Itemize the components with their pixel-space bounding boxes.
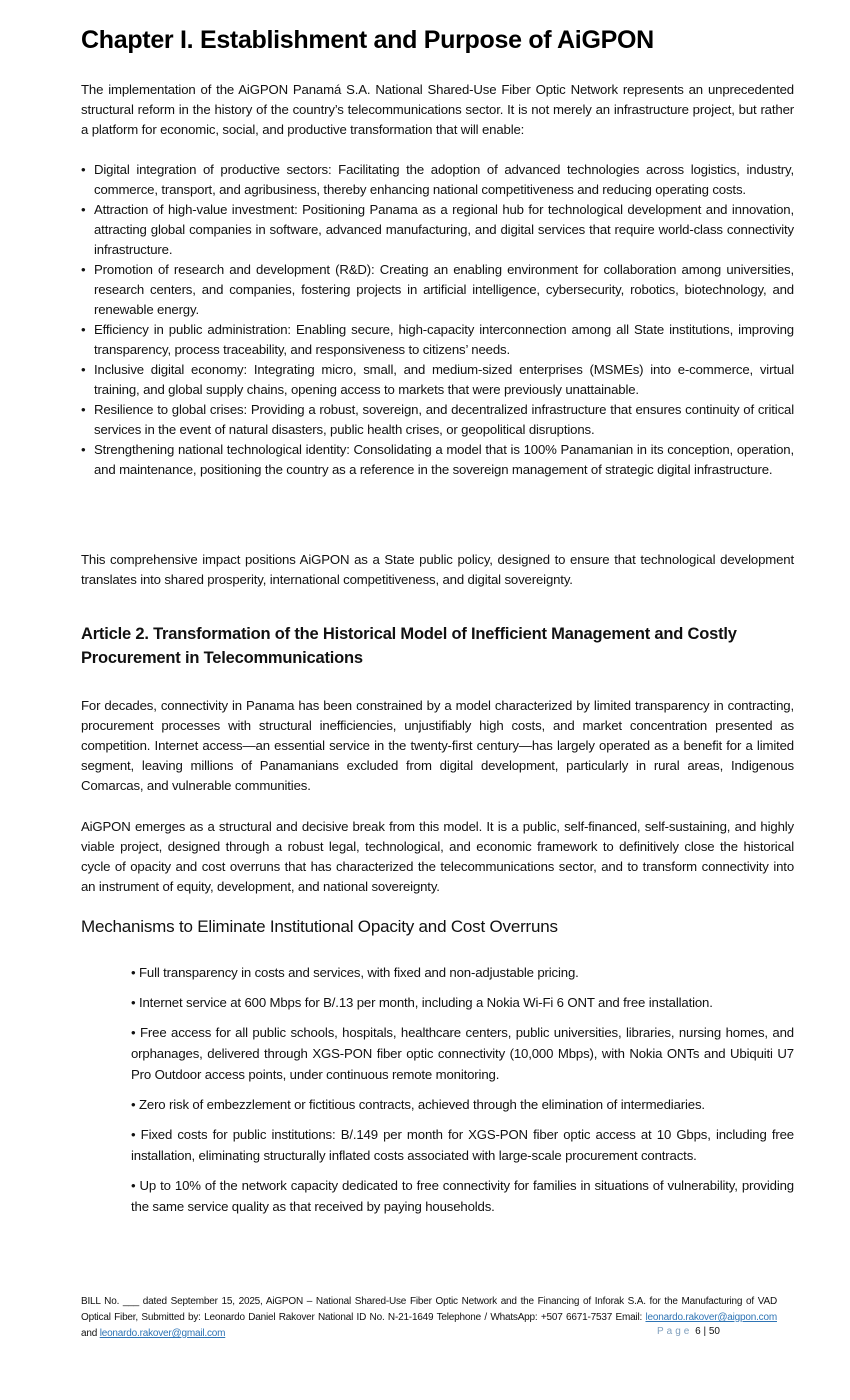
list-item: • Zero risk of embezzlement or fictitious contracts, achieved through the elimination of intermediaries. [131,1097,705,1112]
footer-text: BILL No. ___ dated September 15, 2025, AiGPON – National Shared-Use Fiber Optic Network and the Financing of Inforak S.A. for the Manufacturing of VAD Optical Fiber, Submitted by: Leonardo Daniel Rakover National ID No. N-21-1649 Telephone / WhatsApp: +507 6671-7537 Email: [81,1296,777,1323]
bullet-icon: • [81,262,86,277]
email-link-gmail[interactable]: leonardo.rakover@gmail.com [99,1328,226,1339]
list-item: • Inclusive digital economy: Integrating micro, small, and medium-sized enterprises (MSMEs) into e-commerce, virtual training, and global supply chains, opening access to markets that were previously unattainable. [81,362,794,397]
page-label: Page [657,1326,693,1337]
list-item: • Promotion of research and development (R&D): Creating an enabling environment for collaboration among universities, research centers, and companies, fostering projects in artificial intelligence, cybersecurity, robotics, biotechnology, and renewable energy. [81,262,794,317]
current-page: 6 [695,1326,701,1337]
article-paragraph-2: AiGPON emerges as a structural and decisive break from this model. It is a public, self-financed, self-sustaining, and highly viable project, designed through a robust legal, technological, and economic framework to definitively close the historical cycle of opacity and cost overruns that has characterized the telecommunications sector, and to transform connectivity into an instrument of equity, development, and national sovereignty. [81,819,794,894]
list-item: • Up to 10% of the network capacity dedicated to free connectivity for families in situations of vulnerability, providing the same service quality as that received by paying households. [131,1178,794,1214]
article-title: Article 2. Transformation of the Historical Model of Inefficient Management and Costly Procurement in Telecommunications [81,625,737,667]
chapter-intro: The implementation of the AiGPON Panamá S.A. National Shared-Use Fiber Optic Network represents an unprecedented structural reform in the history of the country’s telecommunications sector. It is not merely an infrastructure project, but rather a platform for economic, social, and productive transformation that will enable: [81,82,794,137]
chapter-title: Chapter I. Establishment and Purpose of AiGPON [81,26,654,54]
mechanisms-list [131,962,794,1226]
bullet-icon: • [81,162,86,177]
bullet-icon: • [81,202,86,217]
footer-and: and [81,1328,98,1339]
bullet-icon: • [81,442,86,457]
chapter-benefits-list [81,160,794,480]
mechanisms-heading: Mechanisms to Eliminate Institutional Opacity and Cost Overruns [81,917,558,936]
list-item: • Resilience to global crises: Providing a robust, sovereign, and decentralized infrastructure that ensures continuity of critical services in the event of natural disasters, public health crises, or geopolitical disruptions. [81,402,794,437]
list-item: • Attraction of high-value investment: Positioning Panama as a regional hub for technological development and innovation, attracting global companies in software, advanced manufacturing, and digital services that require world-class connectivity infrastructure. [81,202,794,257]
page-separator: | [703,1326,707,1337]
email-link-aigpon[interactable]: leonardo.rakover@aigpon.com [645,1312,777,1323]
list-item: • Internet service at 600 Mbps for B/.13 per month, including a Nokia Wi-Fi 6 ONT and free installation. [131,995,713,1010]
bullet-icon: • [81,322,86,337]
list-item: • Efficiency in public administration: Enabling secure, high-capacity interconnection among all State institutions, improving transparency, process traceability, and responsiveness to citizens’ needs. [81,322,794,357]
list-item: • Digital integration of productive sectors: Facilitating the adoption of advanced technologies across logistics, industry, commerce, transport, and agribusiness, thereby enhancing national competitiveness and reducing operating costs. [81,162,794,197]
bullet-icon: • [81,362,86,377]
list-item: • Strengthening national technological identity: Consolidating a model that is 100% Panamanian in its conception, operation, and maintenance, positioning the country as a reference in the sovereign management of strategic digital infrastructure. [81,442,794,477]
bullet-icon: • [81,402,86,417]
chapter-conclusion: This comprehensive impact positions AiGPON as a State public policy, designed to ensure that technological development translates into shared prosperity, international competitiveness, and digital sovereignty. [81,552,794,587]
article-paragraph-1: For decades, connectivity in Panama has been constrained by a model characterized by limited transparency in contracting, procurement processes with structural inefficiencies, unjustifiably high costs, and market concentration presented as competition. Internet access—an essential service in the twenty-first century—has largely operated as a benefit for a limited segment, leaving millions of Panamanians excluded from digital development, particularly in rural areas, Indigenous Comarcas, and vulnerable communities. [81,698,794,793]
list-item: • Free access for all public schools, hospitals, healthcare centers, public universities, libraries, nursing homes, and orphanages, delivered through XGS-PON fiber optic connectivity (10,000 Mbps), with Nokia ONTs and Ubiquiti U7 Pro Outdoor access points, under continuous remote monitoring. [131,1025,794,1082]
total-pages: 50 [708,1326,720,1337]
page-number [657,1326,720,1337]
list-item: • Fixed costs for public institutions: B/.149 per month for XGS-PON fiber optic access at 10 Gbps, including free installation, eliminating structurally inflated costs associated with large-scale procurement contracts. [131,1127,794,1163]
list-item: • Full transparency in costs and services, with fixed and non-adjustable pricing. [131,965,579,980]
